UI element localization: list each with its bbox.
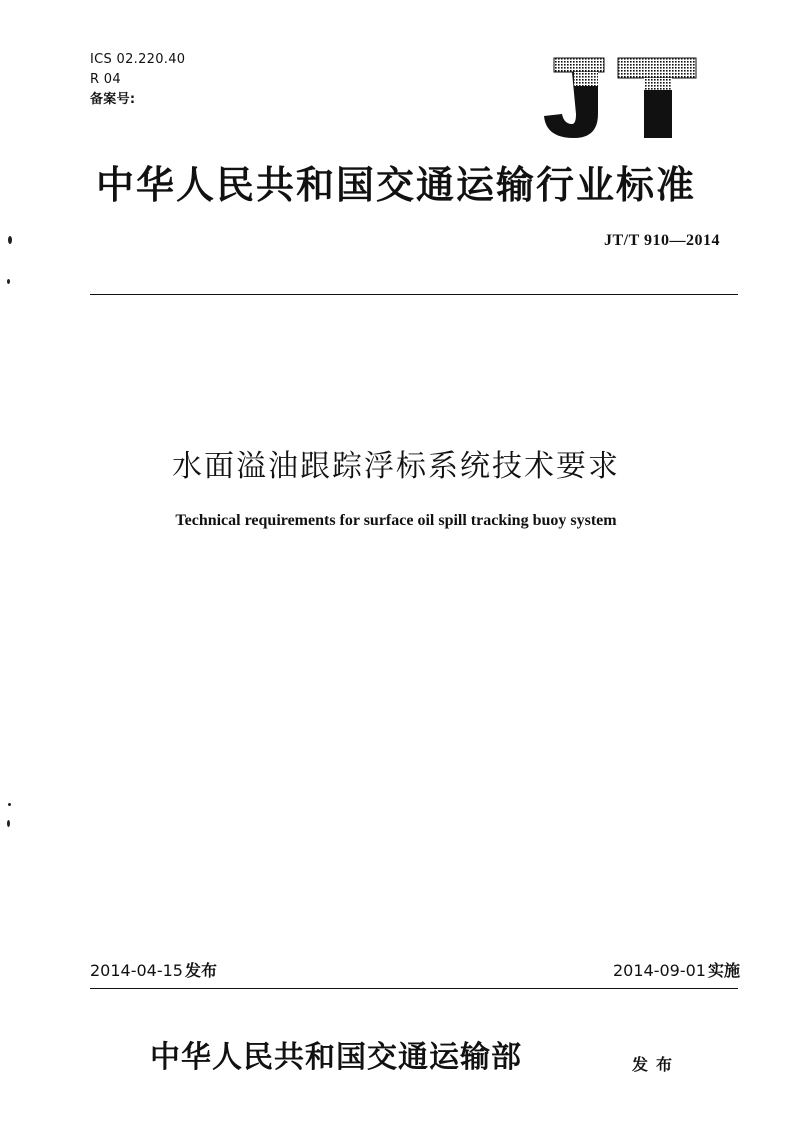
publish-label: 发布 bbox=[632, 1055, 681, 1074]
scan-speck bbox=[7, 820, 10, 827]
implementation-date-label: 实施 bbox=[707, 961, 740, 980]
issue-date-label: 发布 bbox=[184, 961, 217, 980]
issue-date bbox=[90, 960, 217, 982]
jt-standard-logo-icon bbox=[540, 52, 700, 144]
ics-code: ICS 02.220.40 bbox=[90, 52, 186, 67]
header-divider bbox=[90, 294, 738, 295]
standard-number: JT/T 910—2014 bbox=[604, 232, 720, 249]
implementation-date-value: 2014-09-01 bbox=[613, 961, 706, 980]
document-title-chinese: 水面溢油跟踪浮标系统技术要求 bbox=[172, 449, 620, 484]
filing-number-label: 备案号: bbox=[90, 92, 136, 107]
implementation-date bbox=[613, 960, 740, 982]
scan-speck bbox=[7, 279, 10, 284]
scan-speck bbox=[8, 236, 12, 244]
footer-divider bbox=[90, 988, 738, 989]
scan-speck bbox=[8, 803, 11, 806]
document-title-english: Technical requirements for surface oil spill tracking buoy system bbox=[175, 512, 617, 529]
ccs-code: R 04 bbox=[90, 72, 121, 87]
industry-standard-heading: 中华人民共和国交通运输行业标准 bbox=[95, 162, 696, 207]
issuing-authority: 中华人民共和国交通运输部 bbox=[150, 1040, 522, 1075]
issue-date-value: 2014-04-15 bbox=[90, 961, 183, 980]
